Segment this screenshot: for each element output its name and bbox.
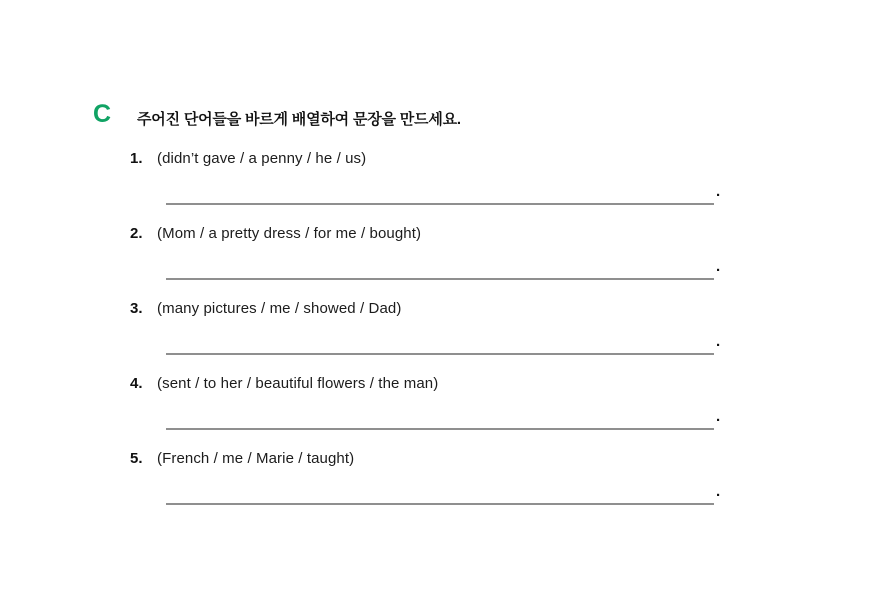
question-3 [0, 300, 873, 375]
question-1 [0, 150, 873, 225]
sentence-period: . [716, 333, 721, 350]
question-number: 3. [130, 300, 143, 317]
question-prompt: (French / me / Marie / taught) [157, 450, 355, 467]
question-5 [0, 450, 873, 525]
section-letter: C [93, 100, 112, 128]
question-prompt: (didn’t gave / a penny / he / us) [157, 150, 367, 167]
question-number: 1. [130, 150, 143, 167]
answer-blank-line [166, 266, 714, 280]
answer-blank-line [166, 341, 714, 355]
question-prompt: (sent / to her / beautiful flowers / the man) [157, 375, 439, 392]
sentence-period: . [716, 408, 721, 425]
question-number: 2. [130, 225, 143, 242]
question-number: 5. [130, 450, 143, 467]
answer-blank-line [166, 491, 714, 505]
sentence-period: . [716, 183, 721, 200]
sentence-period: . [716, 258, 721, 275]
answer-blank-line [166, 191, 714, 205]
answer-blank-line [166, 416, 714, 430]
question-2 [0, 225, 873, 300]
question-number: 4. [130, 375, 143, 392]
question-4 [0, 375, 873, 450]
sentence-period: . [716, 483, 721, 500]
section-instruction: 주어진 단어들을 바르게 배열하여 문장을 만드세요. [137, 111, 461, 128]
question-prompt: (Mom / a pretty dress / for me / bought) [157, 225, 422, 242]
question-prompt: (many pictures / me / showed / Dad) [157, 300, 402, 317]
